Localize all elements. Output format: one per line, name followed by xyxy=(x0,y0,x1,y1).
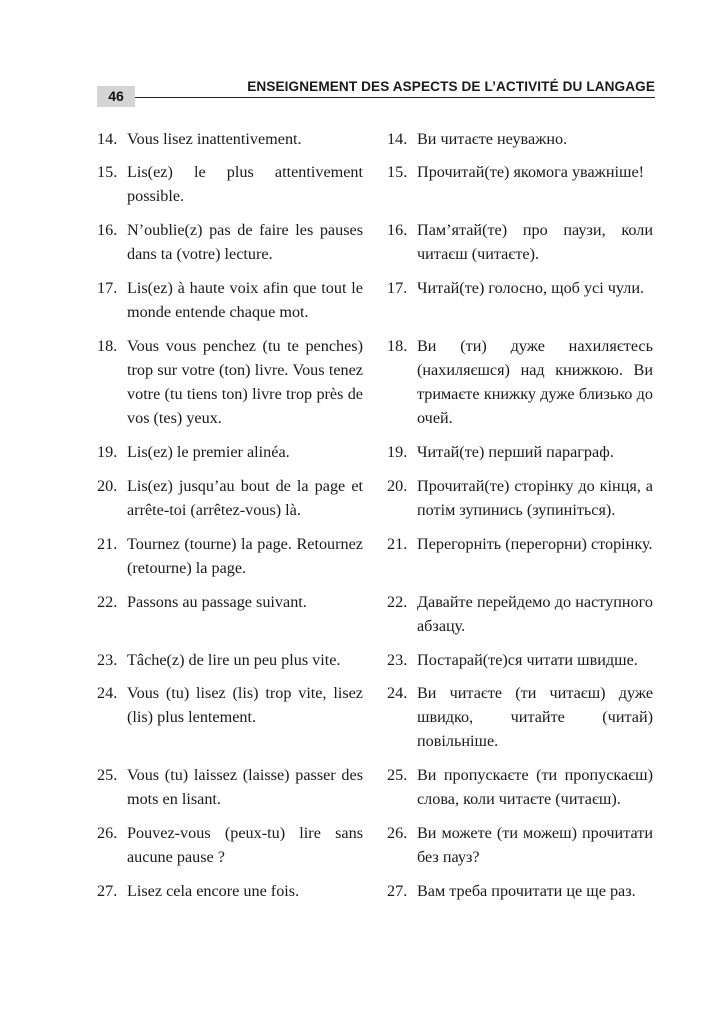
ukrainian-phrase xyxy=(387,160,653,184)
french-text: N’oublie(z) pas de faire les pauses dans ta (votre) lecture. xyxy=(127,221,363,263)
ukrainian-text: Читай(те) перший параграф. xyxy=(417,443,614,461)
ukrainian-text: Давайте перейдемо до наступного абзацу. xyxy=(417,593,653,635)
french-phrase xyxy=(97,763,363,811)
ukrainian-phrase xyxy=(387,440,653,464)
item-number: 19. xyxy=(387,443,408,461)
item-number: 25. xyxy=(97,766,118,784)
french-phrase xyxy=(97,276,363,324)
french-text: Vous lisez inattentivement. xyxy=(127,130,302,148)
ukrainian-phrase xyxy=(387,681,653,753)
french-text: Vous (tu) lisez (lis) trop vite, lisez (lis) plus lentement. xyxy=(127,684,363,726)
item-number: 26. xyxy=(387,824,408,842)
phrase-row xyxy=(97,821,657,879)
ukrainian-text: Вам треба прочитати це ще раз. xyxy=(417,882,636,900)
item-number: 14. xyxy=(387,130,408,148)
ukrainian-text: Читай(те) голосно, щоб усі чули. xyxy=(417,279,645,297)
french-text: Pouvez-vous (peux-tu) lire sans aucune pause ? xyxy=(127,824,363,866)
item-number: 24. xyxy=(97,684,118,702)
phrase-row xyxy=(97,590,657,648)
ukrainian-text: Прочитай(те) якомога уважніше! xyxy=(417,163,645,181)
item-number: 16. xyxy=(97,221,118,239)
ukrainian-text: Ви можете (ти можеш) прочитати без пауз? xyxy=(417,824,653,866)
french-phrase xyxy=(97,681,363,729)
page-number: 46 xyxy=(97,86,135,107)
item-number: 27. xyxy=(97,882,118,900)
ukrainian-text: Постарай(те)ся читати швидше. xyxy=(417,651,638,669)
item-number: 21. xyxy=(387,535,408,553)
french-phrase xyxy=(97,160,363,208)
french-text: Vous vous penchez (tu te penches) trop sur votre (ton) livre. Vous tenez votre (tu tiens ton) livre trop près de vos (tes) yeux. xyxy=(127,337,363,427)
phrase-row xyxy=(97,127,657,160)
item-number: 17. xyxy=(97,279,118,297)
item-number: 20. xyxy=(97,477,118,495)
french-phrase xyxy=(97,648,363,672)
phrase-row xyxy=(97,763,657,821)
item-number: 22. xyxy=(387,593,408,611)
ukrainian-text: Ви пропускаєте (ти пропускаєш) слова, коли читаєте (читаєш). xyxy=(417,766,653,808)
french-phrase xyxy=(97,440,363,464)
ukrainian-phrase xyxy=(387,763,653,811)
ukrainian-phrase xyxy=(387,218,653,266)
page-header xyxy=(97,78,655,108)
ukrainian-phrase xyxy=(387,276,653,300)
phrase-row xyxy=(97,334,657,440)
french-text: Vous (tu) laissez (laisse) passer des mots en lisant. xyxy=(127,766,363,808)
item-number: 25. xyxy=(387,766,408,784)
item-number: 18. xyxy=(387,337,408,355)
french-phrase xyxy=(97,474,363,522)
french-text: Tournez (tourne) la page. Retournez (retourne) la page. xyxy=(127,535,363,577)
item-number: 24. xyxy=(387,684,408,702)
item-number: 14. xyxy=(97,130,118,148)
running-title: ENSEIGNEMENT DES ASPECTS DE L’ACTIVITÉ DU LANGAGE xyxy=(247,79,655,94)
phrase-row xyxy=(97,681,657,763)
phrase-row xyxy=(97,160,657,218)
phrase-row xyxy=(97,218,657,276)
phrase-row xyxy=(97,440,657,474)
french-text: Lisez cela encore une fois. xyxy=(127,882,300,900)
item-number: 15. xyxy=(387,163,408,181)
item-number: 23. xyxy=(97,651,118,669)
item-number: 26. xyxy=(97,824,118,842)
item-number: 22. xyxy=(97,593,118,611)
item-number: 16. xyxy=(387,221,408,239)
ukrainian-text: Ви (ти) дуже нахиляєтесь (нахиляєшся) над книжкою. Ви тримаєте книжку дуже близько до очей. xyxy=(417,337,653,427)
ukrainian-text: Прочитай(те) сторінку до кінця, а потім зупинись (зупиніться). xyxy=(417,477,653,519)
ukrainian-phrase xyxy=(387,474,653,522)
french-text: Lis(ez) le plus attentivement possible. xyxy=(127,163,363,205)
french-phrase xyxy=(97,334,363,430)
header-rule xyxy=(135,97,655,98)
phrase-row xyxy=(97,532,657,590)
item-number: 20. xyxy=(387,477,408,495)
french-phrase xyxy=(97,218,363,266)
phrase-row xyxy=(97,474,657,532)
phrase-row xyxy=(97,879,657,909)
french-phrase xyxy=(97,127,363,151)
french-text: Lis(ez) le premier alinéa. xyxy=(127,443,290,461)
ukrainian-phrase xyxy=(387,127,653,151)
item-number: 15. xyxy=(97,163,118,181)
ukrainian-text: Ви читаєте (ти читаєш) дуже швидко, читайте (читай) повільніше. xyxy=(417,684,653,750)
item-number: 21. xyxy=(97,535,118,553)
item-number: 27. xyxy=(387,882,408,900)
ukrainian-phrase xyxy=(387,590,653,638)
phrase-row xyxy=(97,648,657,681)
item-number: 23. xyxy=(387,651,408,669)
phrase-list xyxy=(97,127,657,909)
item-number: 18. xyxy=(97,337,118,355)
phrase-row xyxy=(97,276,657,334)
ukrainian-text: Ви читаєте неуважно. xyxy=(417,130,568,148)
french-text: Lis(ez) jusqu’au bout de la page et arrête-toi (arrêtez-vous) là. xyxy=(127,477,363,519)
french-text: Tâche(z) de lire un peu plus vite. xyxy=(127,651,341,669)
item-number: 19. xyxy=(97,443,118,461)
ukrainian-phrase xyxy=(387,334,653,430)
french-phrase xyxy=(97,590,363,614)
ukrainian-text: Пам’ятай(те) про паузи, коли читаєш (читаєте). xyxy=(417,221,653,263)
french-text: Lis(ez) à haute voix afin que tout le monde entende chaque mot. xyxy=(127,279,363,321)
item-number: 17. xyxy=(387,279,408,297)
french-phrase xyxy=(97,532,363,580)
ukrainian-text: Перегорніть (перегорни) сторінку. xyxy=(417,535,653,553)
ukrainian-phrase xyxy=(387,532,653,556)
french-phrase xyxy=(97,821,363,869)
ukrainian-phrase xyxy=(387,648,653,672)
ukrainian-phrase xyxy=(387,879,653,903)
french-phrase xyxy=(97,879,363,903)
french-text: Passons au passage suivant. xyxy=(127,593,307,611)
ukrainian-phrase xyxy=(387,821,653,869)
